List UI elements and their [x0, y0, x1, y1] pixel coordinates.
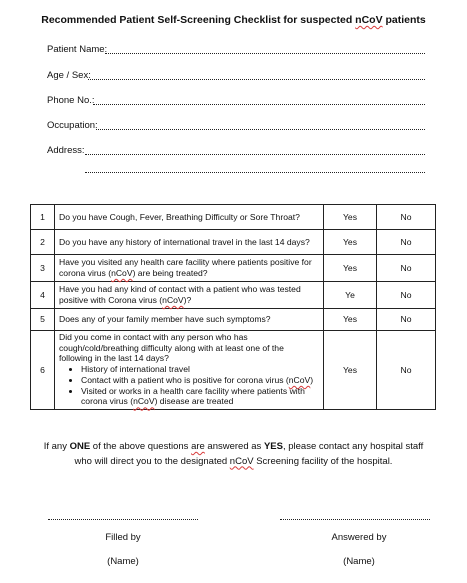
answer-no[interactable]: No [377, 331, 436, 410]
answer-yes[interactable]: Yes [324, 230, 377, 255]
address-field[interactable] [85, 154, 425, 155]
question-text: Have you visited any health care facility where patients positive for corona virus (nCoV) are being treated? [55, 255, 324, 282]
list-item: • History of international travel [81, 364, 319, 375]
question-number: 1 [31, 205, 55, 230]
table-row [31, 205, 436, 230]
answer-no[interactable]: No [377, 255, 436, 282]
table-row [31, 309, 436, 331]
phone-label: Phone No.: [47, 95, 95, 106]
list-item: • Visited or works in a health care facility where patients with corona virus (nCoV) disease are treated [81, 386, 319, 407]
filled-by-signature-line[interactable] [48, 519, 198, 520]
question-number: 2 [31, 230, 55, 255]
answer-no[interactable]: No [377, 205, 436, 230]
answered-by-signature-line[interactable] [280, 519, 430, 520]
question-number: 6 [31, 331, 55, 410]
answer-no[interactable]: No [377, 230, 436, 255]
address-label: Address: [47, 145, 85, 156]
age-sex-label: Age / Sex: [47, 70, 91, 81]
list-item: • Contact with a patient who is positive for corona virus (nCoV) [81, 375, 319, 386]
question-number: 4 [31, 282, 55, 309]
phone-field[interactable] [93, 104, 425, 105]
condition-list [59, 364, 319, 407]
table-row [31, 230, 436, 255]
answer-yes[interactable]: Yes [324, 331, 377, 410]
table-row [31, 282, 436, 309]
answered-by-label: Answered by [331, 532, 387, 543]
screening-table [30, 204, 436, 410]
instruction-note [0, 440, 467, 469]
patient-name-label: Patient Name: [47, 44, 108, 55]
question-text: Does any of your family member have such symptoms? [55, 309, 324, 331]
answered-by-name-label: (Name) [343, 556, 375, 567]
question-number: 5 [31, 309, 55, 331]
filled-by-label: Filled by [105, 532, 141, 543]
occupation-label: Occupation: [47, 120, 98, 131]
occupation-field[interactable] [96, 129, 425, 130]
answer-no[interactable]: No [377, 309, 436, 331]
question-text [55, 331, 324, 410]
answer-yes[interactable]: Yes [324, 309, 377, 331]
filled-by-name-label: (Name) [107, 556, 139, 567]
address-field-line2[interactable] [85, 172, 425, 173]
answer-no[interactable]: No [377, 282, 436, 309]
answer-yes[interactable]: Ye [324, 282, 377, 309]
instruction-line-1: If any ONE of the above questions are answered as YES, please contact any hospital staff [43, 441, 424, 452]
question-main-text: Did you come in contact with any person who has cough/cold/breathing difficulty along with at least one of the following in the last 14 days? [59, 332, 284, 364]
question-text: Do you have any history of international travel in the last 14 days? [55, 230, 324, 255]
table-row [31, 331, 436, 410]
patient-name-field[interactable] [105, 53, 425, 54]
question-text: Have you had any kind of contact with a patient who was tested positive with Corona virus (nCoV)? [55, 282, 324, 309]
question-text: Do you have Cough, Fever, Breathing Difficulty or Sore Throat? [55, 205, 324, 230]
table-row [31, 255, 436, 282]
question-number: 3 [31, 255, 55, 282]
age-sex-field[interactable] [88, 79, 425, 80]
answer-yes[interactable]: Yes [324, 205, 377, 230]
instruction-line-2: who will direct you to the designated nCoV Screening facility of the hospital. [74, 455, 393, 467]
form-title: Recommended Patient Self-Screening Checklist for suspected nCoV patients [41, 14, 426, 26]
answer-yes[interactable]: Yes [324, 255, 377, 282]
